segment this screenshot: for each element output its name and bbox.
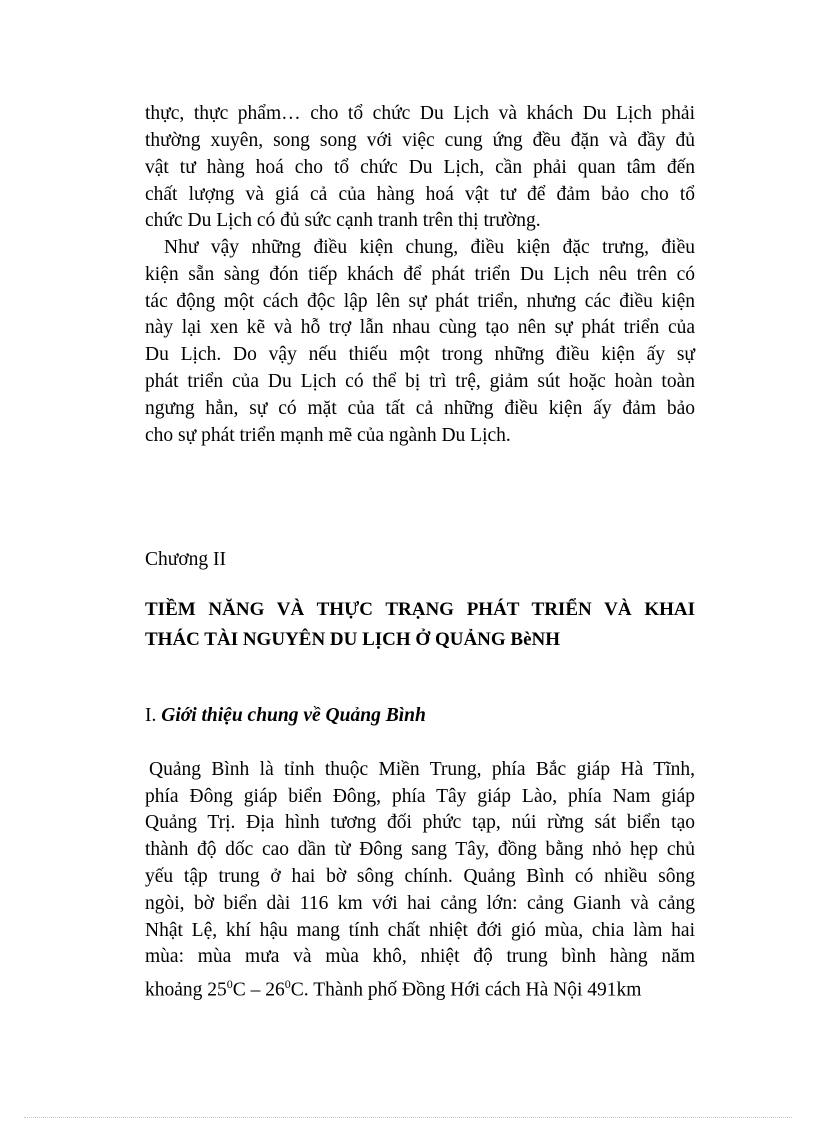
section-title: Giới thiệu chung về Quảng Bình (161, 705, 426, 726)
chapter-title-line: TIỀM NĂNG VÀ THỰC TRẠNG PHÁT TRIỂN VÀ KHAI (145, 599, 695, 620)
paragraph-1-line: vật tư hàng hoá cho tổ chức Du Lịch, cần phải quan tâm đến (145, 157, 695, 178)
paragraph-3-line: phía Đông giáp biển Đông, phía Tây giáp Lào, phía Nam giáp (145, 786, 695, 807)
paragraph-1-line: chất lượng và giá cả của hàng hoá vật tư để đảm bảo cho tổ (145, 184, 695, 205)
page-bottom-divider (24, 1117, 792, 1118)
temp-range-prefix: khoảng 25 (145, 979, 227, 1001)
paragraph-1-line: thực, thực phẩm… cho tổ chức Du Lịch và khách Du Lịch phải (145, 103, 695, 124)
temp-range-suffix: C. Thành phố Đồng Hới cách Hà Nội 491km (290, 979, 642, 1001)
paragraph-2-line: này lại xen kẽ và hỗ trợ lẫn nhau cùng tạo nên sự phát triển của (145, 317, 695, 338)
paragraph-3-line: Quảng Trị. Địa hình tương đối phức tạp, núi rừng sát biển tạo (145, 812, 695, 833)
section-number: I. (145, 705, 157, 726)
chapter-label: Chương II (145, 549, 226, 570)
paragraph-2-line: phát triển của Du Lịch có thể bị trì trệ, giảm sút hoặc hoàn toàn (145, 371, 695, 392)
paragraph-2-line: cho sự phát triển mạnh mẽ của ngành Du Lịch. (145, 425, 511, 446)
section-heading (145, 703, 695, 730)
chapter-title-line: THÁC TÀI NGUYÊN DU LỊCH Ở QUẢNG BèNH (145, 629, 561, 650)
paragraph-1-line: chức Du Lịch có đủ sức cạnh tranh trên thị trường. (145, 210, 541, 231)
paragraph-3-line: thành độ dốc cao dần từ Đông sang Tây, đồng bằng nhỏ hẹp chủ (145, 839, 695, 860)
paragraph-1-line: thường xuyên, song song với việc cung ứng đều đặn và đầy đủ (145, 130, 695, 151)
paragraph-3-last-line (145, 971, 695, 1004)
paragraph-3-line: Quảng Bình là tỉnh thuộc Miền Trung, phía Bắc giáp Hà Tĩnh, (149, 759, 695, 780)
paragraph-3-line: yếu tập trung ở hai bờ sông chính. Quảng Bình có nhiều sông (145, 866, 695, 887)
degree-superscript: 0 (226, 977, 233, 991)
paragraph-3-line: mùa: mùa mưa và mùa khô, nhiệt độ trung bình hàng năm (145, 946, 695, 967)
temp-range-middle: C – 26 (232, 979, 285, 1001)
degree-superscript: 0 (284, 977, 291, 991)
paragraph-2-line: Du Lịch. Do vậy nếu thiếu một trong những điều kiện ấy sự (145, 344, 695, 365)
paragraph-3-line: ngòi, bờ biển dài 116 km với hai cảng lớn: cảng Gianh và cảng (145, 893, 695, 914)
paragraph-2-line: kiện sẵn sàng đón tiếp khách để phát triển Du Lịch nêu trên có (145, 264, 695, 285)
paragraph-2-line: ngưng hẳn, sự có mặt của tất cả những điều kiện ấy đảm bảo (145, 398, 695, 419)
paragraph-3-line: Nhật Lệ, khí hậu mang tính chất nhiệt đới gió mùa, chia làm hai (145, 920, 695, 941)
paragraph-2-line: tác động một cách độc lập lên sự phát triển, nhưng các điều kiện (145, 291, 695, 312)
paragraph-2-line: Như vậy những điều kiện chung, điều kiện đặc trưng, điều (164, 237, 695, 258)
